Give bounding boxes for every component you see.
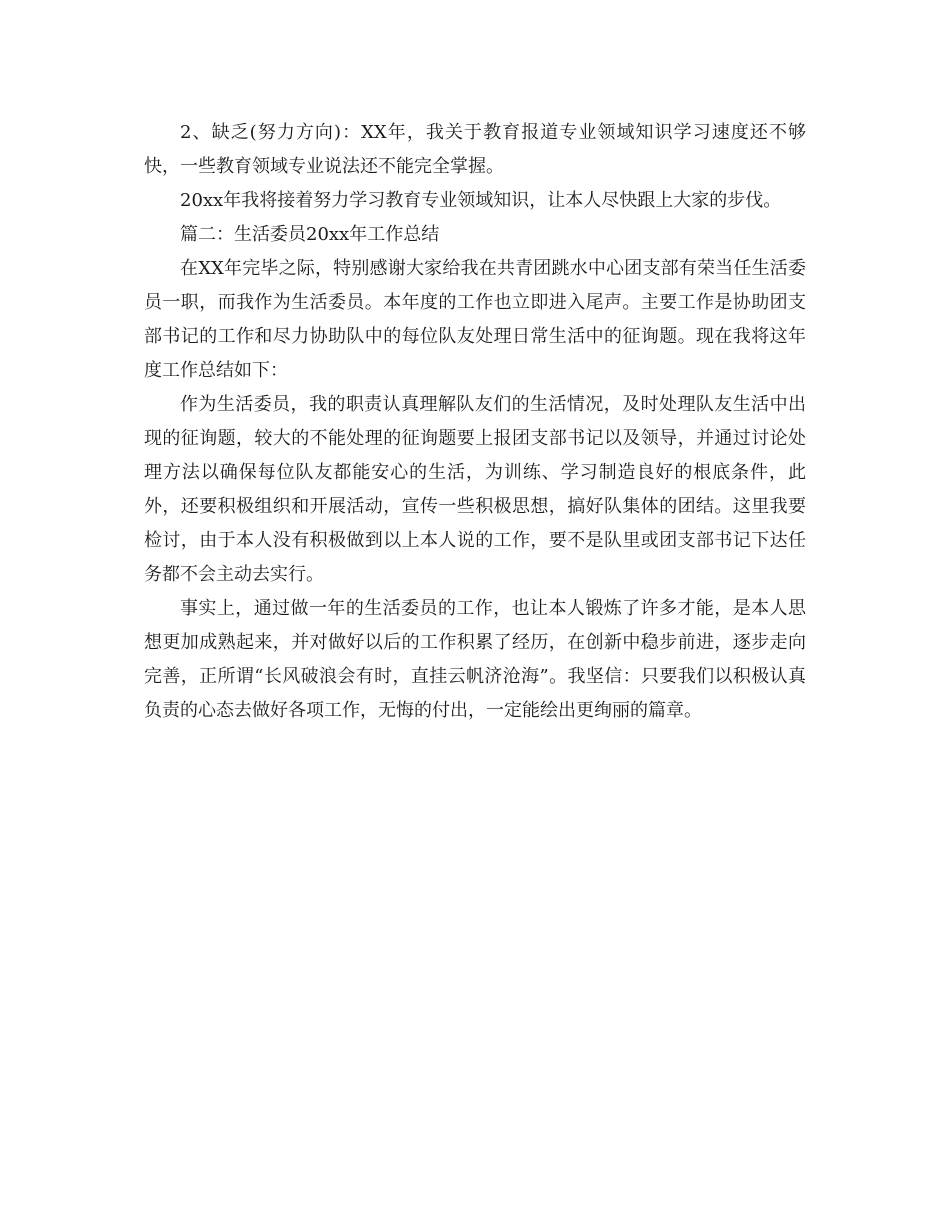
paragraph-conclusion: 事实上，通过做一年的生活委员的工作，也让本人锻炼了许多才能，是本人思想更加成熟起来，并对做好以后的工作积累了经历，在创新中稳步前进，逐步走向完善，正所谓“长风破浪会有时，直挂云帆济沧海”。我坚信：只要我们以积极认真负责的心态去做好各项工作，无悔的付出，一定能绘出更绚丽的篇章。: [144, 598, 806, 721]
paragraph-shortcoming: 2、缺乏(努力方向)：XX年，我关于教育报道专业领域知识学习速度还不够快，一些教育领域专业说法还不能完全掌握。: [144, 122, 806, 177]
paragraph-plan: 20xx年我将接着努力学习教育专业领域知识，让本人尽快跟上大家的步伐。: [180, 190, 782, 211]
paragraph-duties: 作为生活委员，我的职责认真理解队友们的生活情况，及时处理队友生活中出现的征询题，较大的不能处理的征询题要上报团支部书记以及领导，并通过讨论处理方法以确保每位队友都能安心的生活，为训练、学习制造良好的根底条件，此外，还要积极组织和开展活动，宣传一些积极思想，搞好队集体的团结。这里我要检讨，由于本人没有积极做到以上本人说的工作，要不是队里或团支部书记下达任务都不会主动去实行。: [144, 394, 806, 585]
paragraph-intro: 在XX年完毕之际，特别感谢大家给我在共青团跳水中心团支部有荣当任生活委员一职，而我作为生活委员。本年度的工作也立即进入尾声。主要工作是协助团支部书记的工作和尽力协助队中的每位队友处理日常生活中的征询题。现在我将这年度工作总结如下：: [144, 258, 806, 381]
document-body: [144, 116, 806, 728]
section-heading: 篇二：生活委员20xx年工作总结: [180, 224, 440, 245]
